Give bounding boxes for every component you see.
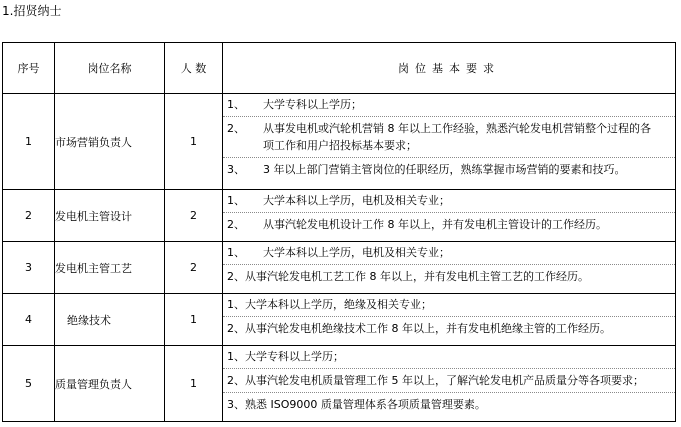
row-count: 1 — [165, 94, 223, 190]
row-title: 市场营销负责人 — [55, 94, 165, 190]
header-requirements: 岗位基本要求 — [223, 43, 676, 94]
requirement-index: 2、 — [227, 270, 245, 283]
header-title: 岗位名称 — [55, 43, 165, 94]
header-num: 序号 — [3, 43, 55, 94]
requirement-index: 3、 — [227, 398, 245, 411]
requirement-item — [223, 348, 675, 365]
requirement-text: 大学本科以上学历，绝缘及相关专业； — [245, 298, 432, 311]
recruitment-table — [2, 42, 676, 422]
row-num: 1 — [3, 94, 55, 190]
table-row — [3, 94, 676, 190]
requirement-item — [223, 316, 675, 337]
row-num: 3 — [3, 242, 55, 294]
requirement-text: 从事汽轮发电机质量管理工作 5 年以上，了解汽轮发电机产品质量分等各项要求； — [245, 374, 644, 387]
requirement-item — [223, 392, 675, 413]
requirement-item — [223, 296, 675, 313]
requirement-item — [223, 244, 675, 261]
requirement-text: 从事汽轮发电机工艺工作 8 年以上，并有发电机主管工艺的工作经历。 — [245, 270, 589, 283]
requirement-text: 3 年以上部门营销主管岗位的任职经历，熟练掌握市场营销的要素和技巧。 — [263, 163, 626, 176]
row-num: 2 — [3, 190, 55, 242]
requirement-index: 1、 — [227, 298, 245, 311]
requirement-item — [223, 212, 675, 233]
row-requirements — [223, 242, 676, 294]
requirement-index: 1、 — [227, 98, 245, 111]
requirement-text: 大学本科以上学历，电机及相关专业； — [263, 246, 450, 259]
requirement-text: 大学专科以上学历； — [263, 98, 362, 111]
requirement-text: 从事发电机或汽轮机营销 8 年以上工作经验，熟悉汽轮发电机营销整个过程的各 — [263, 122, 651, 135]
requirement-index: 3、 — [227, 163, 245, 176]
requirement-item — [223, 264, 675, 285]
table-row — [3, 346, 676, 422]
requirement-item — [223, 157, 675, 178]
requirement-text-continued: 项工作和用户招投标基本要求； — [263, 139, 417, 152]
table-header-row — [3, 43, 676, 94]
requirement-item — [223, 96, 675, 113]
row-count: 1 — [165, 294, 223, 346]
section-heading: 1.招贤纳士 — [2, 4, 62, 18]
table-row — [3, 190, 676, 242]
row-requirements — [223, 94, 676, 190]
requirement-index: 1、 — [227, 194, 245, 207]
row-requirements — [223, 294, 676, 346]
requirement-text: 大学本科以上学历，电机及相关专业； — [263, 194, 450, 207]
requirement-text: 从事汽轮发电机绝缘技术工作 8 年以上，并有发电机绝缘主管的工作经历。 — [245, 322, 611, 335]
row-title: 绝缘技术 — [55, 294, 165, 346]
row-count: 1 — [165, 346, 223, 422]
row-requirements — [223, 190, 676, 242]
table-row — [3, 242, 676, 294]
row-title: 发电机主管设计 — [55, 190, 165, 242]
requirement-index: 2、 — [227, 122, 245, 135]
requirement-text: 大学专科以上学历； — [245, 350, 344, 363]
header-count: 人 数 — [165, 43, 223, 94]
row-num: 5 — [3, 346, 55, 422]
requirement-text: 熟悉 ISO9000 质量管理体系各项质量管理要素。 — [245, 398, 486, 411]
row-count: 2 — [165, 190, 223, 242]
row-title: 质量管理负责人 — [55, 346, 165, 422]
row-requirements — [223, 346, 676, 422]
row-title: 发电机主管工艺 — [55, 242, 165, 294]
requirement-index: 2、 — [227, 322, 245, 335]
row-num: 4 — [3, 294, 55, 346]
requirement-item — [223, 368, 675, 389]
table-row — [3, 294, 676, 346]
requirement-index: 2、 — [227, 218, 245, 231]
requirement-text: 从事汽轮发电机设计工作 8 年以上，并有发电机主管设计的工作经历。 — [263, 218, 607, 231]
requirement-index: 1、 — [227, 350, 245, 363]
requirement-item — [223, 192, 675, 209]
requirement-index: 1、 — [227, 246, 245, 259]
row-count: 2 — [165, 242, 223, 294]
requirement-index: 2、 — [227, 374, 245, 387]
requirement-item — [223, 116, 675, 154]
